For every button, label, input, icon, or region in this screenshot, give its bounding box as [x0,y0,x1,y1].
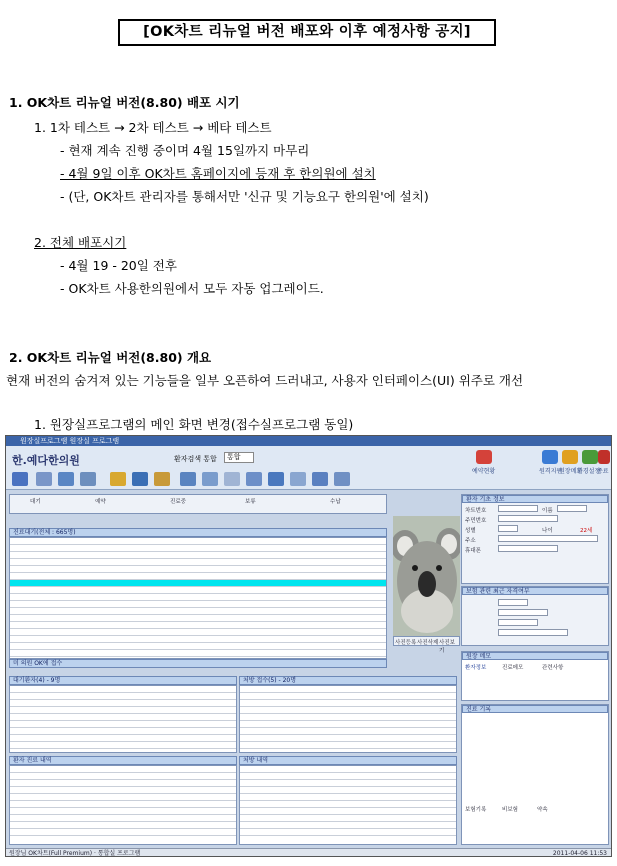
toolbar-icon-8[interactable] [202,472,218,486]
table-row[interactable] [10,601,386,608]
table-row[interactable] [240,735,456,742]
left-list [9,685,237,753]
waiting-list-header: 진료대기(전체 : 665명) [9,528,387,537]
close-icon[interactable] [598,450,610,464]
photo-view-button[interactable]: 사진보기 [439,640,455,654]
toolbar-icon-5[interactable] [132,472,148,486]
toolbar-icon-6[interactable] [154,472,170,486]
toolbar-icon-1[interactable] [36,472,52,486]
patient-photo [393,516,460,636]
toolbar-icon-10[interactable] [246,472,262,486]
toolbar-icon-0[interactable] [12,472,28,486]
right-icon-label-1: 원격지원 [539,468,563,475]
section1-item2: 2. 전체 배포시기 [34,235,127,250]
right-list-title: 처방 접수(5) - 20명 [239,676,457,685]
table-row[interactable] [10,615,386,622]
status-text: 원장님 OK차트(Full Premium) · 통합실 프로그램 [9,850,141,857]
bottom-left-list [9,765,237,845]
table-row[interactable] [10,787,236,794]
selected-table-row[interactable] [10,580,386,587]
table-row[interactable] [240,815,456,822]
table-row[interactable] [10,650,386,657]
table-row[interactable] [10,629,386,636]
waiting-status: 미 의원 OK에 접수 [9,659,387,668]
ssn-input[interactable] [498,515,558,522]
field-label-address: 주소 [465,538,476,544]
section2-description: 현재 버전의 숨겨져 있는 기능들을 일부 오픈하여 드러내고, 사용자 인터페이스(UI) 위주로 개선 [6,373,524,388]
field-label-ssn: 주민번호 [465,518,487,524]
right-icon-label-2: 원장메모 [559,468,583,475]
notice-title: [OK차트 리뉴얼 버전 배포와 이후 예정사항 공지] [118,19,496,46]
table-row[interactable] [10,538,386,545]
clinic-name: 한.예다한의원 [12,454,80,467]
section2-item1: 1. 원장실프로그램의 메인 화면 변경(접수실프로그램 동일) [34,417,354,432]
table-row[interactable] [10,714,236,721]
table-row[interactable] [10,636,386,643]
table-row[interactable] [10,552,386,559]
table-row[interactable] [10,794,236,801]
insurance-field[interactable] [498,619,538,626]
table-row[interactable] [10,573,386,580]
table-row[interactable] [10,587,386,594]
table-row[interactable] [10,622,386,629]
table-row[interactable] [240,794,456,801]
table-row[interactable] [10,780,236,787]
memo-tab-0[interactable]: 환자정보 [465,665,487,671]
field-label-sex: 성별 [465,528,476,534]
table-row[interactable] [10,700,236,707]
table-row[interactable] [240,773,456,780]
record-title: 진료 기록 [462,705,608,713]
right-icon-label-0: 예약현황 [472,468,496,475]
table-row[interactable] [10,707,236,714]
section1-item1-sub2: - 4월 9일 이후 OK차트 홈페이지에 등재 후 한의원에 설치 [60,166,376,181]
memo-title: 원장 메모 [462,652,608,660]
table-row[interactable] [10,808,236,815]
section1-item1-sub3: - (단, OK차트 관리자를 통해서만 '신규 및 기능요구 한의원'에 설치) [60,189,429,204]
patient-panel-title: 환자 기초 정보 [462,495,608,503]
right-icon-label-4: 종료 [597,468,609,475]
memo-tab-2[interactable]: 관련사항 [542,665,564,671]
detail-tab-2[interactable]: 약속 [537,807,548,813]
table-row[interactable] [10,801,236,808]
section1-heading: 1. OK차트 리뉴얼 버전(8.80) 배포 시기 [9,95,240,110]
section1-item2-sub1: - 4월 19 - 20일 전후 [60,258,177,273]
table-row[interactable] [10,742,236,749]
table-row[interactable] [10,766,236,773]
table-row[interactable] [10,815,236,822]
koala-image [393,516,460,636]
table-row[interactable] [240,707,456,714]
insurance-field[interactable] [498,609,548,616]
table-row[interactable] [10,721,236,728]
bottom-right-list [239,765,457,845]
table-row[interactable] [10,773,236,780]
table-row[interactable] [240,829,456,836]
bottom-right-title: 처방 내역 [239,756,457,765]
table-row[interactable] [10,559,386,566]
toolbar-icon-11[interactable] [268,472,284,486]
section2-heading: 2. OK차트 리뉴얼 버전(8.80) 개요 [9,350,212,365]
bottom-left-title: 환자 진료 내역 [9,756,237,765]
toolbar-icon-9[interactable] [224,472,240,486]
waiting-tab-4[interactable]: 수납 [330,499,341,505]
record-panel [461,704,609,845]
insurance-panel [461,586,609,646]
section1-item1: 1. 1차 테스트 → 2차 테스트 → 베타 테스트 [34,120,272,135]
toolbar-icon-7[interactable] [180,472,196,486]
waiting-tab-0[interactable]: 대기 [30,499,41,505]
table-row[interactable] [240,787,456,794]
remote-icon[interactable] [542,450,558,464]
right-icon-label-3: 환경설정 [577,468,601,475]
table-row[interactable] [240,808,456,815]
chart-number-input[interactable] [498,505,538,512]
sex-input[interactable] [498,525,518,532]
field-label-age: 나이 [542,528,553,534]
field-label-phone: 휴대폰 [465,548,481,554]
memo-tab-1[interactable]: 진료메모 [502,665,524,671]
settings-icon[interactable] [582,450,598,464]
program-header [6,446,611,490]
photo-delete-button[interactable]: 사진삭제 [417,640,439,646]
table-row[interactable] [10,829,236,836]
toolbar-icon-12[interactable] [290,472,306,486]
table-row[interactable] [240,714,456,721]
waiting-tab-1[interactable]: 예약 [95,499,106,505]
table-row[interactable] [10,822,236,829]
toolbar-icon-14[interactable] [334,472,350,486]
right-list [239,685,457,753]
table-row[interactable] [10,728,236,735]
reservation-icon[interactable] [476,450,492,464]
table-row[interactable] [240,822,456,829]
table-row[interactable] [240,728,456,735]
memo-icon[interactable] [562,450,578,464]
detail-tab-0[interactable]: 보험기록 [465,807,487,813]
address-input[interactable] [498,535,598,542]
window-title: 원장실프로그램 원장실 프로그램 [6,436,611,446]
name-input[interactable] [557,505,587,512]
table-row[interactable] [240,686,456,693]
toolbar-icon-3[interactable] [80,472,96,486]
table-row[interactable] [240,693,456,700]
toolbar-icon-13[interactable] [312,472,328,486]
search-input[interactable]: 통합 [224,452,254,463]
table-row[interactable] [10,735,236,742]
status-bar [6,848,611,857]
table-row[interactable] [10,686,236,693]
patient-info-panel [461,494,609,584]
table-row[interactable] [240,801,456,808]
table-row[interactable] [10,643,386,650]
phone-input[interactable] [498,545,558,552]
toolbar-icon-4[interactable] [110,472,126,486]
field-label-name: 이름 [542,508,553,514]
photo-register-button[interactable]: 사진등록 [395,640,417,646]
waiting-tab-2[interactable]: 진료중 [170,499,186,505]
table-row[interactable] [10,545,386,552]
table-row[interactable] [10,608,386,615]
insurance-field[interactable] [498,629,568,636]
table-row[interactable] [10,566,386,573]
table-row[interactable] [240,721,456,728]
field-label-chart: 차트번호 [465,508,487,514]
left-list-title: 대기환자(4) - 9명 [9,676,237,685]
status-date: 2011-04-06 11:53 [552,850,607,857]
section1-item2-sub2: - OK차트 사용한의원에서 모두 자동 업그레이드. [60,281,324,296]
insurance-field[interactable] [498,599,528,606]
search-label: 환자검색 통합 [174,455,217,463]
waiting-list [9,537,387,659]
section1-item1-sub1: - 현재 계속 진행 중이며 4월 15일까지 마무리 [60,143,310,158]
table-row[interactable] [240,742,456,749]
detail-tab-1[interactable]: 비보험 [502,807,518,813]
photo-buttons [393,636,460,654]
table-row[interactable] [10,594,386,601]
waiting-tab-3[interactable]: 보류 [245,499,256,505]
table-row[interactable] [240,700,456,707]
patient-age: 22세 [580,528,593,534]
insurance-title: 보험 관련 최근 자격여부 [462,587,608,595]
table-row[interactable] [10,693,236,700]
memo-panel [461,651,609,701]
toolbar-icon-2[interactable] [58,472,74,486]
program-screenshot [5,435,612,857]
table-row[interactable] [240,766,456,773]
waiting-tabs [9,494,387,514]
table-row[interactable] [240,780,456,787]
